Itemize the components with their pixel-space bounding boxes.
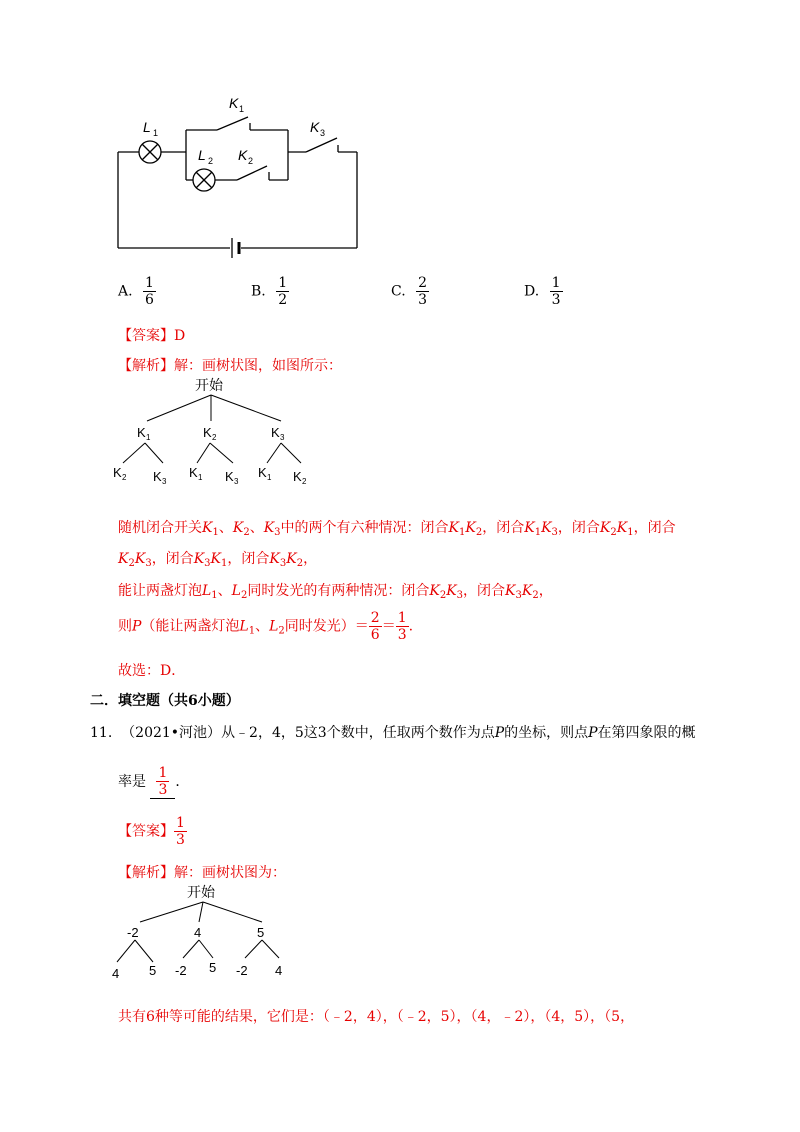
tree-leaf: K (189, 465, 198, 480)
q11-tree-diagram (105, 882, 305, 987)
label-L2: L (198, 147, 206, 163)
tree-root: 开始 (195, 377, 223, 393)
q11-analysis-intro: 【解析】解：画树状图为： (118, 865, 286, 881)
label-L1: L (143, 119, 151, 135)
q10-conclusion: 故选：D． (118, 663, 186, 679)
svg-text:1: 1 (267, 473, 272, 482)
tree-leaf: 5 (209, 960, 217, 975)
svg-text:2: 2 (212, 433, 217, 442)
tree-leaf: 4 (275, 963, 283, 978)
q11-answer: 【答案】 $\frac{1}{3}$ (118, 815, 185, 849)
tree-leaf: -2 (236, 963, 248, 978)
lamp-L2 (193, 169, 215, 191)
q10-tree-diagram (105, 375, 320, 490)
tree-leaf: K (153, 469, 162, 484)
q10-line-4: 则P（能让两盏灯泡$L_1$、$L_2$同时发光）＝ $\frac{2}{6}$ ＝ $\frac{1}{3}$ . (118, 610, 414, 644)
tree-node: K (203, 425, 212, 440)
option-b[interactable]: B. $\frac{1}{2}$ (251, 275, 288, 309)
tree-node: 5 (257, 925, 265, 940)
svg-text:2: 2 (122, 473, 127, 482)
tree-node: K (271, 425, 280, 440)
svg-text:3: 3 (320, 128, 326, 138)
tree-leaf: K (113, 465, 122, 480)
q10-answer: 【答案】D (118, 328, 186, 344)
tree-node: K (137, 425, 146, 440)
svg-text:3: 3 (234, 477, 239, 486)
tree-node: 4 (194, 925, 202, 940)
tree-leaf: K (258, 465, 267, 480)
q10-analysis-intro: 【解析】解：画树状图，如图所示： (118, 358, 342, 374)
svg-text:1: 1 (146, 433, 151, 442)
svg-text:1: 1 (198, 473, 203, 482)
circuit-diagram (110, 90, 370, 265)
svg-text:1: 1 (239, 104, 245, 114)
svg-text:2: 2 (302, 477, 307, 486)
svg-text:3: 3 (162, 477, 167, 486)
tree-leaf: 4 (112, 966, 120, 981)
svg-text:2: 2 (208, 156, 214, 166)
option-d[interactable]: D. $\frac{1}{3}$ (524, 275, 561, 309)
q10-line-1: 随机闭合开关$K_1$、$K_2$、$K_3$中的两个有六种情况：闭合$K_1K_2$，闭合$K_1K_3$，闭合$K_2K_1$，闭合 (118, 520, 676, 538)
battery (232, 238, 239, 258)
tree-leaf: 5 (149, 963, 157, 978)
svg-text:1: 1 (153, 128, 159, 138)
tree-node: -2 (127, 925, 139, 940)
q10-line-2: $K_2K_3$，闭合$K_3K_1$，闭合$K_3K_2$， (118, 551, 318, 569)
tree-leaf: K (293, 469, 302, 484)
option-a[interactable]: A. $\frac{1}{6}$ (118, 275, 154, 309)
label-K1: K (229, 95, 239, 111)
label-K2: K (238, 147, 248, 163)
q11-stem-line-2: 率是 $\frac{1}{3}$ ． (118, 765, 190, 799)
tree-leaf: K (225, 469, 234, 484)
tree-leaf: -2 (175, 963, 187, 978)
q11-blank-answer: $\frac{1}{3}$ (150, 765, 175, 799)
tree-root: 开始 (187, 884, 215, 900)
q11-stem-line-1: 11. （2021•河池）从﹣2，4，5这3个数中，任取两个数作为点P的坐标，则点P在第四象限的概 (90, 725, 696, 741)
lamp-L1 (139, 141, 161, 163)
svg-text:2: 2 (248, 156, 254, 166)
svg-text:3: 3 (280, 433, 285, 442)
label-K3: K (310, 119, 320, 135)
q11-results-line: 共有6种等可能的结果，它们是：（﹣2，4），（﹣2，5），（4，﹣2），（4，5），（5， (118, 1009, 635, 1025)
q10-line-3: 能让两盏灯泡$L_1$、$L_2$同时发光的有两种情况：闭合$K_2K_3$，闭合$K_3K_2$， (118, 583, 553, 601)
option-c[interactable]: C. $\frac{2}{3}$ (391, 275, 428, 309)
section-title: 二．填空题（共6小题） (90, 693, 240, 709)
